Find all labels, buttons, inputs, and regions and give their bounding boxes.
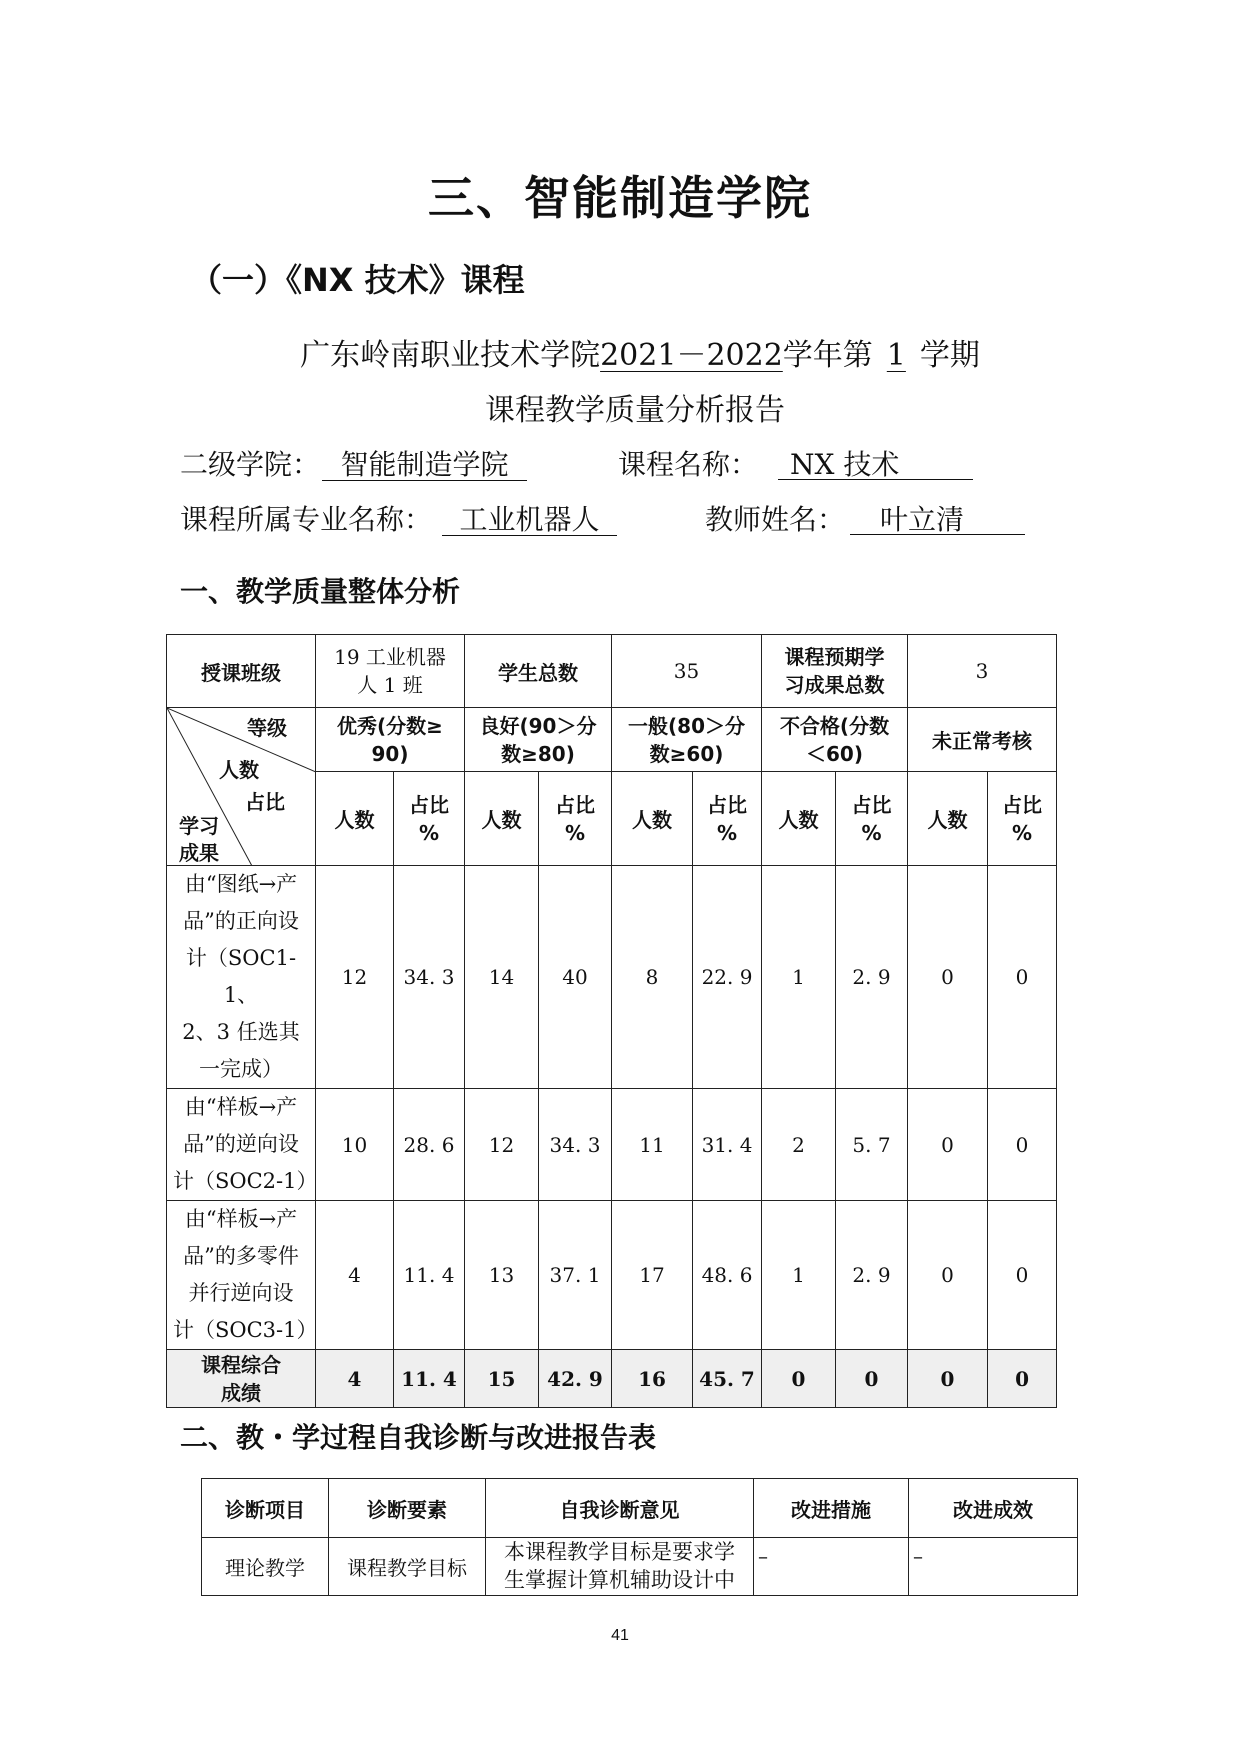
info-college-value: 智能制造学院 bbox=[322, 443, 527, 481]
diag-ratio: 占比 bbox=[245, 790, 285, 814]
self-diagnosis-table bbox=[201, 1478, 1078, 1596]
section-heading-2: 二、教・学过程自我诊断与改进报告表 bbox=[180, 1421, 657, 1454]
school-name: 广东岭南职业技术学院 bbox=[300, 338, 601, 373]
header-item: 诊断项目 bbox=[202, 1479, 329, 1538]
table-row bbox=[167, 1089, 1057, 1201]
outcome-label: 由“样板→产 品”的多零件 并行逆向设 计（SOC3-1） bbox=[167, 1201, 316, 1350]
cell-value: 5. 7 bbox=[836, 1089, 908, 1201]
table-row bbox=[167, 1201, 1057, 1350]
diag-opinion: 本课程教学目标是要求学 生掌握计算机辅助设计中 bbox=[486, 1538, 754, 1596]
table-row bbox=[202, 1538, 1078, 1596]
info-course-label: 课程名称： bbox=[618, 448, 759, 481]
ratio-header: 占比 % bbox=[394, 772, 465, 866]
total-value: 0 bbox=[988, 1350, 1057, 1408]
ratio-header: 占比 % bbox=[836, 772, 908, 866]
info-course-value: NX 技术 bbox=[778, 443, 973, 480]
header-opinion: 自我诊断意见 bbox=[486, 1479, 754, 1538]
cell-value: 12 bbox=[465, 1089, 539, 1201]
cell-value: 1 bbox=[762, 866, 836, 1089]
cell-value: 0 bbox=[988, 1201, 1057, 1350]
students-label: 学生总数 bbox=[465, 635, 612, 708]
total-label: 课程综合 成绩 bbox=[167, 1350, 316, 1408]
cell-value: 1 bbox=[762, 1201, 836, 1350]
cell-value: 0 bbox=[988, 866, 1057, 1089]
cell-value: 0 bbox=[908, 866, 988, 1089]
table-row bbox=[167, 866, 1057, 1089]
outcome-label: 由“图纸→产 品”的正向设 计（SOC1-1、 2、3 任选其 一完成） bbox=[167, 866, 316, 1089]
cell-value: 13 bbox=[465, 1201, 539, 1350]
cell-value: 10 bbox=[316, 1089, 394, 1201]
cell-value: 0 bbox=[908, 1089, 988, 1201]
diag-measure: – bbox=[754, 1538, 909, 1596]
diag-effect: – bbox=[909, 1538, 1078, 1596]
grade-excellent: 优秀(分数≥ 90) bbox=[316, 708, 465, 772]
cell-value: 11. 4 bbox=[394, 1201, 465, 1350]
total-value: 42. 9 bbox=[539, 1350, 612, 1408]
section-heading-1: 一、教学质量整体分析 bbox=[180, 575, 461, 608]
cell-value: 0 bbox=[988, 1089, 1057, 1201]
total-value: 0 bbox=[836, 1350, 908, 1408]
count-header: 人数 bbox=[465, 772, 539, 866]
cell-value: 11 bbox=[612, 1089, 693, 1201]
count-header: 人数 bbox=[316, 772, 394, 866]
info-teacher-value: 叶立清 bbox=[850, 498, 1025, 535]
grade-average: 一般(80＞分 数≥60) bbox=[612, 708, 762, 772]
cell-value: 2 bbox=[762, 1089, 836, 1201]
cell-value: 12 bbox=[316, 866, 394, 1089]
cell-value: 22. 9 bbox=[693, 866, 762, 1089]
cell-value: 2. 9 bbox=[836, 866, 908, 1089]
cell-value: 0 bbox=[908, 1201, 988, 1350]
outcomes-value: 3 bbox=[908, 635, 1057, 708]
total-value: 4 bbox=[316, 1350, 394, 1408]
cell-value: 40 bbox=[539, 866, 612, 1089]
info-college-label: 二级学院： bbox=[180, 448, 321, 481]
year-mid: 学年第 bbox=[782, 338, 873, 373]
grade-fail: 不合格(分数 ＜60) bbox=[762, 708, 908, 772]
outcome-label: 由“样板→产 品”的逆向设 计（SOC2-1） bbox=[167, 1089, 316, 1201]
diag-count: 人数 bbox=[219, 758, 259, 782]
count-header: 人数 bbox=[612, 772, 693, 866]
cell-value: 14 bbox=[465, 866, 539, 1089]
header-effect: 改进成效 bbox=[909, 1479, 1078, 1538]
outcomes-label: 课程预期学 习成果总数 bbox=[762, 635, 908, 708]
diag-grade: 等级 bbox=[247, 716, 287, 740]
total-value: 15 bbox=[465, 1350, 539, 1408]
cell-value: 37. 1 bbox=[539, 1201, 612, 1350]
header-measure: 改进措施 bbox=[754, 1479, 909, 1538]
header-factor: 诊断要素 bbox=[329, 1479, 486, 1538]
ratio-header: 占比 % bbox=[988, 772, 1057, 866]
class-label: 授课班级 bbox=[167, 635, 316, 708]
total-value: 45. 7 bbox=[693, 1350, 762, 1408]
diag-outcome-2: 成果 bbox=[179, 841, 219, 865]
page-main-title: 三、智能制造学院 bbox=[428, 171, 812, 225]
total-row bbox=[167, 1350, 1057, 1408]
cell-value: 31. 4 bbox=[693, 1089, 762, 1201]
academic-year: 2021－2022 bbox=[600, 338, 783, 373]
students-value: 35 bbox=[612, 635, 762, 708]
diagonal-header-cell bbox=[167, 708, 316, 866]
diag-outcome-1: 学习 bbox=[179, 814, 219, 838]
total-value: 0 bbox=[908, 1350, 988, 1408]
total-value: 16 bbox=[612, 1350, 693, 1408]
count-header: 人数 bbox=[908, 772, 988, 866]
cell-value: 17 bbox=[612, 1201, 693, 1350]
page-number: 41 bbox=[611, 1627, 629, 1644]
cell-value: 8 bbox=[612, 866, 693, 1089]
info-major-value: 工业机器人 bbox=[442, 498, 617, 536]
cell-value: 48. 6 bbox=[693, 1201, 762, 1350]
quality-analysis-table bbox=[166, 634, 1057, 1408]
report-title-line1 bbox=[0, 330, 1240, 374]
cell-value: 34. 3 bbox=[539, 1089, 612, 1201]
course-subtitle: （一）《NX 技术》课程 bbox=[190, 261, 525, 299]
ratio-header: 占比 % bbox=[693, 772, 762, 866]
ratio-header: 占比 % bbox=[539, 772, 612, 866]
cell-value: 28. 6 bbox=[394, 1089, 465, 1201]
grade-good: 良好(90＞分 数≥80) bbox=[465, 708, 612, 772]
diag-item: 理论教学 bbox=[202, 1538, 329, 1596]
info-teacher-label: 教师姓名： bbox=[705, 503, 846, 536]
grade-absent: 未正常考核 bbox=[908, 708, 1057, 772]
total-value: 0 bbox=[762, 1350, 836, 1408]
total-value: 11. 4 bbox=[394, 1350, 465, 1408]
report-title-line2: 课程教学质量分析报告 bbox=[485, 393, 785, 428]
info-major-label: 课程所属专业名称： bbox=[180, 503, 433, 536]
diag-factor: 课程教学目标 bbox=[329, 1538, 486, 1596]
term-suffix: 学期 bbox=[919, 338, 980, 373]
cell-value: 34. 3 bbox=[394, 866, 465, 1089]
cell-value: 4 bbox=[316, 1201, 394, 1350]
class-value: 19 工业机器 人 1 班 bbox=[316, 635, 465, 708]
cell-value: 2. 9 bbox=[836, 1201, 908, 1350]
term-number: 1 bbox=[886, 338, 906, 373]
count-header: 人数 bbox=[762, 772, 836, 866]
